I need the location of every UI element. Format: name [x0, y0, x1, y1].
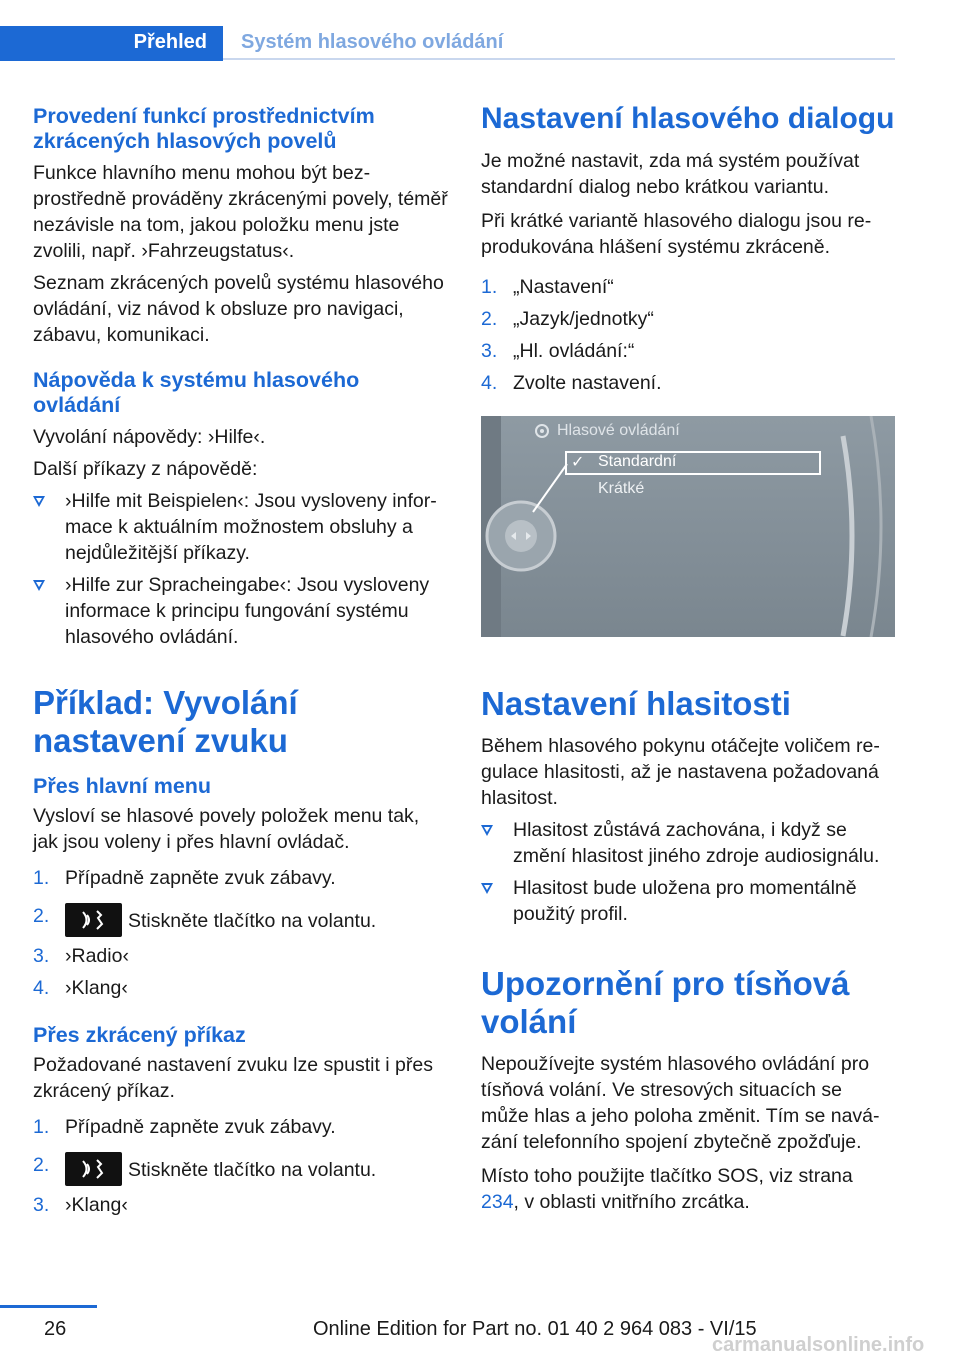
paragraph: Vysloví se hlasové povely položek menu tak, jak jsou voleny i přes hlavní ovládač. — [33, 805, 420, 853]
footer-rule — [0, 1305, 97, 1308]
list-item — [481, 274, 895, 300]
dialog-steps — [481, 274, 895, 396]
heading-example-sound: Příklad: Vyvolání nastavení zvuku — [33, 684, 298, 759]
watermark: carmanualsonline.info — [712, 1334, 925, 1356]
main-menu-steps — [33, 865, 448, 1001]
list-item — [33, 1192, 448, 1218]
paragraph: Během hlasového pokynu otáčejte voličem regulace hlasitosti, až je nastavena požadovaná hlasitost. — [481, 735, 880, 809]
list-item-text: Hlasitost zůstává zachována, i když se změní hlasitost jiného zdroje audiosignálu. — [513, 819, 880, 867]
step-text: Zvolte nastavení. — [513, 372, 662, 394]
list-item — [33, 943, 448, 969]
heading-emergency: Upozornění pro tísňová volání — [481, 965, 850, 1040]
sos-text-end: , v oblasti vnitřního zrcátka. — [513, 1191, 750, 1213]
paragraph-sos — [481, 1163, 895, 1215]
voice-button-icon — [65, 1152, 122, 1186]
heading-main-menu: Přes hlavní menu — [33, 774, 212, 798]
shortcut-steps — [33, 1114, 448, 1218]
list-item — [33, 572, 448, 650]
list-item — [33, 488, 448, 566]
step-text: ›Radio‹ — [65, 945, 129, 967]
step-text: „Hl. ovládání:“ — [513, 340, 635, 362]
list-item — [33, 975, 448, 1001]
step-text: Stiskněte tlačítko na volantu. — [128, 910, 377, 932]
paragraph: Požadované nastavení zvuku lze spustit i přes zkrácený příkaz. — [33, 1054, 433, 1102]
step-text: Případně zapněte zvuk zábavy. — [65, 1116, 336, 1138]
screen-frame-graphic — [481, 416, 895, 637]
triangle-bullet-icon — [33, 580, 45, 591]
header-rule — [223, 58, 895, 60]
step-number: 2. — [33, 1154, 50, 1176]
paragraph: Další příkazy z nápovědě: — [33, 458, 258, 480]
heading-shortcut-commands: Provedení funkcí prostřednictvím zkrácených hlasových povelů — [33, 104, 375, 153]
step-number: 1. — [33, 1116, 50, 1138]
list-item-text: Hlasitost bude uložena pro momentálně použitý profil. — [513, 877, 857, 925]
paragraph: Vyvolání nápovědy: ›Hilfe‹. — [33, 426, 266, 448]
triangle-bullet-icon — [481, 883, 493, 894]
step-text: „Jazyk/jednotky“ — [513, 308, 654, 330]
step-text: Případně zapněte zvuk zábavy. — [65, 867, 336, 889]
step-text: ›Klang‹ — [65, 1194, 128, 1216]
heading-volume: Nastavení hlasitosti — [481, 685, 791, 722]
step-number: 4. — [481, 372, 498, 394]
screen-title: Hlasové ovládání — [557, 422, 680, 439]
list-item — [33, 1152, 448, 1186]
page-link-234[interactable]: 234 — [481, 1191, 514, 1213]
paragraph: Nepoužívejte systém hlasového ovládání pro tísňová volání. Ve stresových situacích se může hlas a jeho poloha změnit. Tím se navázání telefonního spojení zbytečně zpožďuje. — [481, 1053, 880, 1153]
step-text: ›Klang‹ — [65, 977, 128, 999]
list-item — [481, 338, 895, 364]
sos-text: Místo toho použijte tlačítko SOS, viz strana — [481, 1165, 853, 1187]
paragraph: Seznam zkrácených povelů systému hlasového ovládání, viz návod k obsluze pro navigaci, zábavu, komunikaci. — [33, 272, 444, 346]
edition-text: Online Edition for Part no. 01 40 2 964 083 - VI/15 — [313, 1318, 757, 1340]
step-text: Stiskněte tlačítko na volantu. — [128, 1159, 377, 1181]
list-item — [33, 903, 448, 937]
heading-help: Nápověda k systému hlasového ovládání — [33, 368, 360, 417]
step-number: 3. — [33, 945, 50, 967]
triangle-bullet-icon — [33, 496, 45, 507]
list-item-text: ›Hilfe zur Spracheingabe‹: Jsou vysloveny informace k principu fungování systému hlasového ovládání. — [65, 574, 430, 648]
step-number: 1. — [481, 276, 498, 298]
step-number: 2. — [33, 905, 50, 927]
list-item-text: ›Hilfe mit Beispielen‹: Jsou vysloveny informace k aktuálním možnostem obsluhy a nejdůležitější příkazy. — [65, 490, 437, 564]
paragraph: Je možné nastavit, zda má systém používat standardní dialog nebo krátkou variantu. — [481, 150, 860, 198]
step-number: 2. — [481, 308, 498, 330]
list-item — [481, 370, 895, 396]
list-item — [481, 875, 895, 927]
option-short: Krátké — [598, 480, 645, 497]
step-text: „Nastavení“ — [513, 276, 614, 298]
list-item — [481, 306, 895, 332]
tab-overview[interactable] — [0, 26, 223, 59]
volume-bullet-list — [481, 817, 895, 927]
right-column — [481, 100, 895, 1215]
step-number: 3. — [481, 340, 498, 362]
option-standard: Standardní — [598, 453, 677, 470]
page-header — [0, 26, 895, 62]
triangle-bullet-icon — [481, 825, 493, 836]
heading-voice-dialog: Nastavení hlasového dialogu — [481, 102, 895, 135]
list-item — [481, 817, 895, 869]
step-number: 4. — [33, 977, 50, 999]
heading-shortcut: Přes zkrácený příkaz — [33, 1023, 246, 1047]
voice-button-icon — [65, 903, 122, 937]
checkmark-icon: ✓ — [571, 454, 585, 471]
gear-icon — [536, 425, 548, 437]
header-rule-active — [0, 58, 223, 61]
paragraph: Při krátké variantě hlasového dialogu jsou reprodukována hlášení systému zkráceně. — [481, 210, 872, 258]
section-title: Systém hlasového ovládání — [241, 31, 504, 53]
page-number: 26 — [44, 1318, 67, 1340]
step-number: 3. — [33, 1194, 50, 1216]
tab-overview-label: Přehled — [133, 31, 207, 53]
idrive-screen-image — [481, 416, 895, 637]
help-bullet-list — [33, 488, 448, 650]
step-number: 1. — [33, 867, 50, 889]
left-column — [33, 100, 448, 1218]
list-item — [33, 1114, 448, 1140]
list-item — [33, 865, 448, 891]
paragraph: Funkce hlavního menu mohou být bezprostředně prováděny zkrácenými povely, téměř nezávisle na tom, jakou položku menu jste zvolili, např. ›Fahrzeugstatus‹. — [33, 162, 448, 262]
